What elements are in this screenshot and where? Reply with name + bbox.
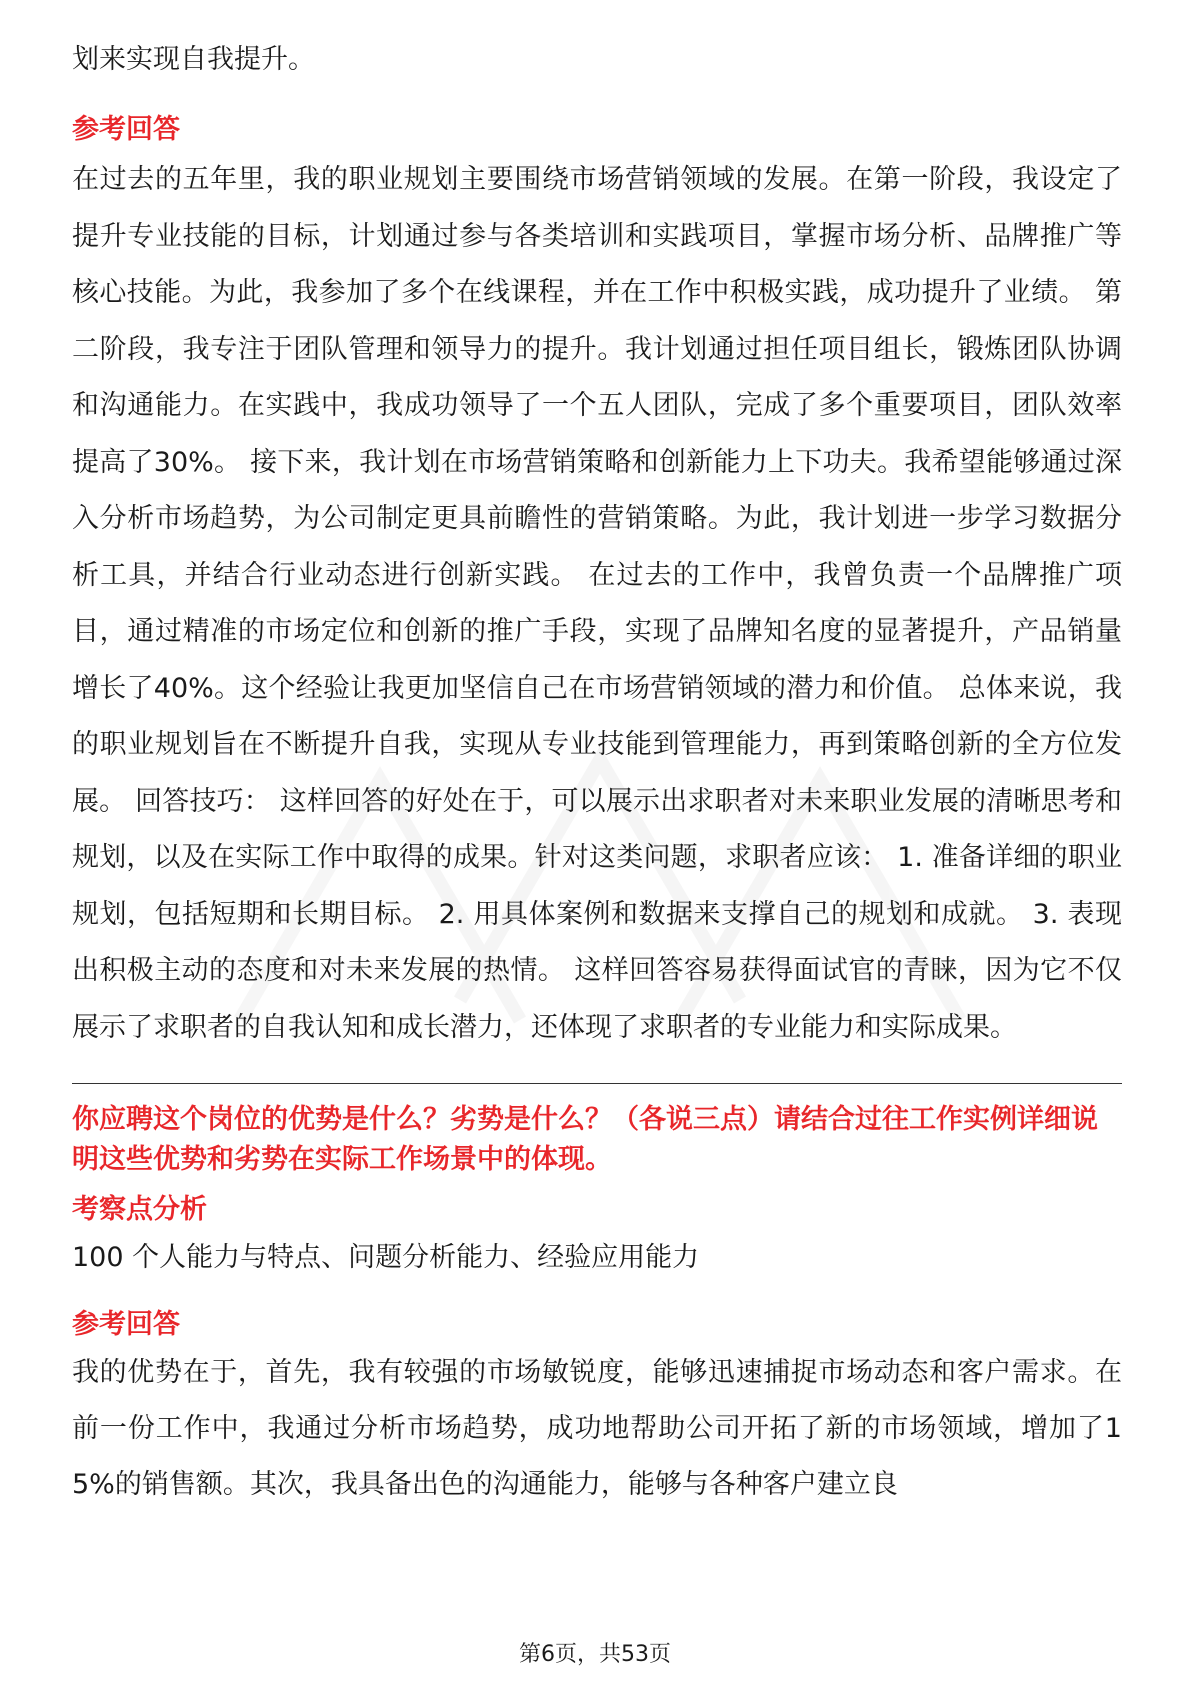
answer-text-1: 在过去的五年里，我的职业规划主要围绕市场营销领域的发展。在第一阶段，我设定了提升专业技能的目标，计划通过参与各类培训和实践项目，掌握市场分析、品牌推广等核心技能。为此，我参加了多个在线课程，并在工作中积极实践，成功提升了业绩。 第二阶段，我专注于团队管理和领导力的提升。我计划通过担任项目组长，锻炼团队协调和沟通能力。在实践中，我成功领导了一个五人团队，完成了多个重要项目，团队效率提高了30%。 接下来，我计划在市场营销策略和创新能力上下功夫。我希望能够通过深入分析市场趋势，为公司制定更具前瞻性的营销策略。为此，我计划进一步学习数据分析工具，并结合行业动态进行创新实践。 在过去的工作中，我曾负责一个品牌推广项目，通过精准的市场定位和创新的推广手段，实现了品牌知名度的显著提升，产品销量增长了40%。这个经验让我更加坚信自己在市场营销领域的潜力和价值。 总体来说，我的职业规划旨在不断提升自我，实现从专业技能到管理能力，再到策略创新的全方位发展。 回答技巧： 这样回答的好处在于，可以展示出求职者对未来职业发展的清晰思考和规划，以及在实际工作中取得的成果。针对这类问题，求职者应该： 1. 准备详细的职业规划，包括短期和长期目标。 2. 用具体案例和数据来支撑自己的规划和成就。 3. 表现出积极主动的态度和对未来发展的热情。 这样回答容易获得面试官的青睐，因为它不仅展示了求职者的自我认知和成长潜力，还体现了求职者的专业能力和实际成果。: [72, 164, 1122, 1043]
page-footer: 第6页，共53页: [519, 1642, 671, 1667]
question-2: 你应聘这个岗位的优势是什么？劣势是什么？（各说三点）请结合过往工作实例详细说明这些优势和劣势在实际工作场景中的体现。: [72, 1104, 1098, 1175]
analysis-heading-2: 考察点分析: [72, 1194, 207, 1225]
intro-tail-text: 划来实现自我提升。: [72, 44, 315, 75]
answer-text-2: 我的优势在于，首先，我有较强的市场敏锐度，能够迅速捕捉市场动态和客户需求。在前一份工作中，我通过分析市场趋势，成功地帮助公司开拓了新的市场领域，增加了15%的销售额。其次，我具备出色的沟通能力，能够与各种客户建立良: [72, 1357, 1122, 1500]
analysis-text-2: 100 个人能力与特点、问题分析能力、经验应用能力: [72, 1242, 700, 1273]
section-divider: [72, 1083, 1122, 1084]
answer-heading-1: 参考回答: [72, 114, 180, 145]
answer-heading-2: 参考回答: [72, 1309, 180, 1340]
